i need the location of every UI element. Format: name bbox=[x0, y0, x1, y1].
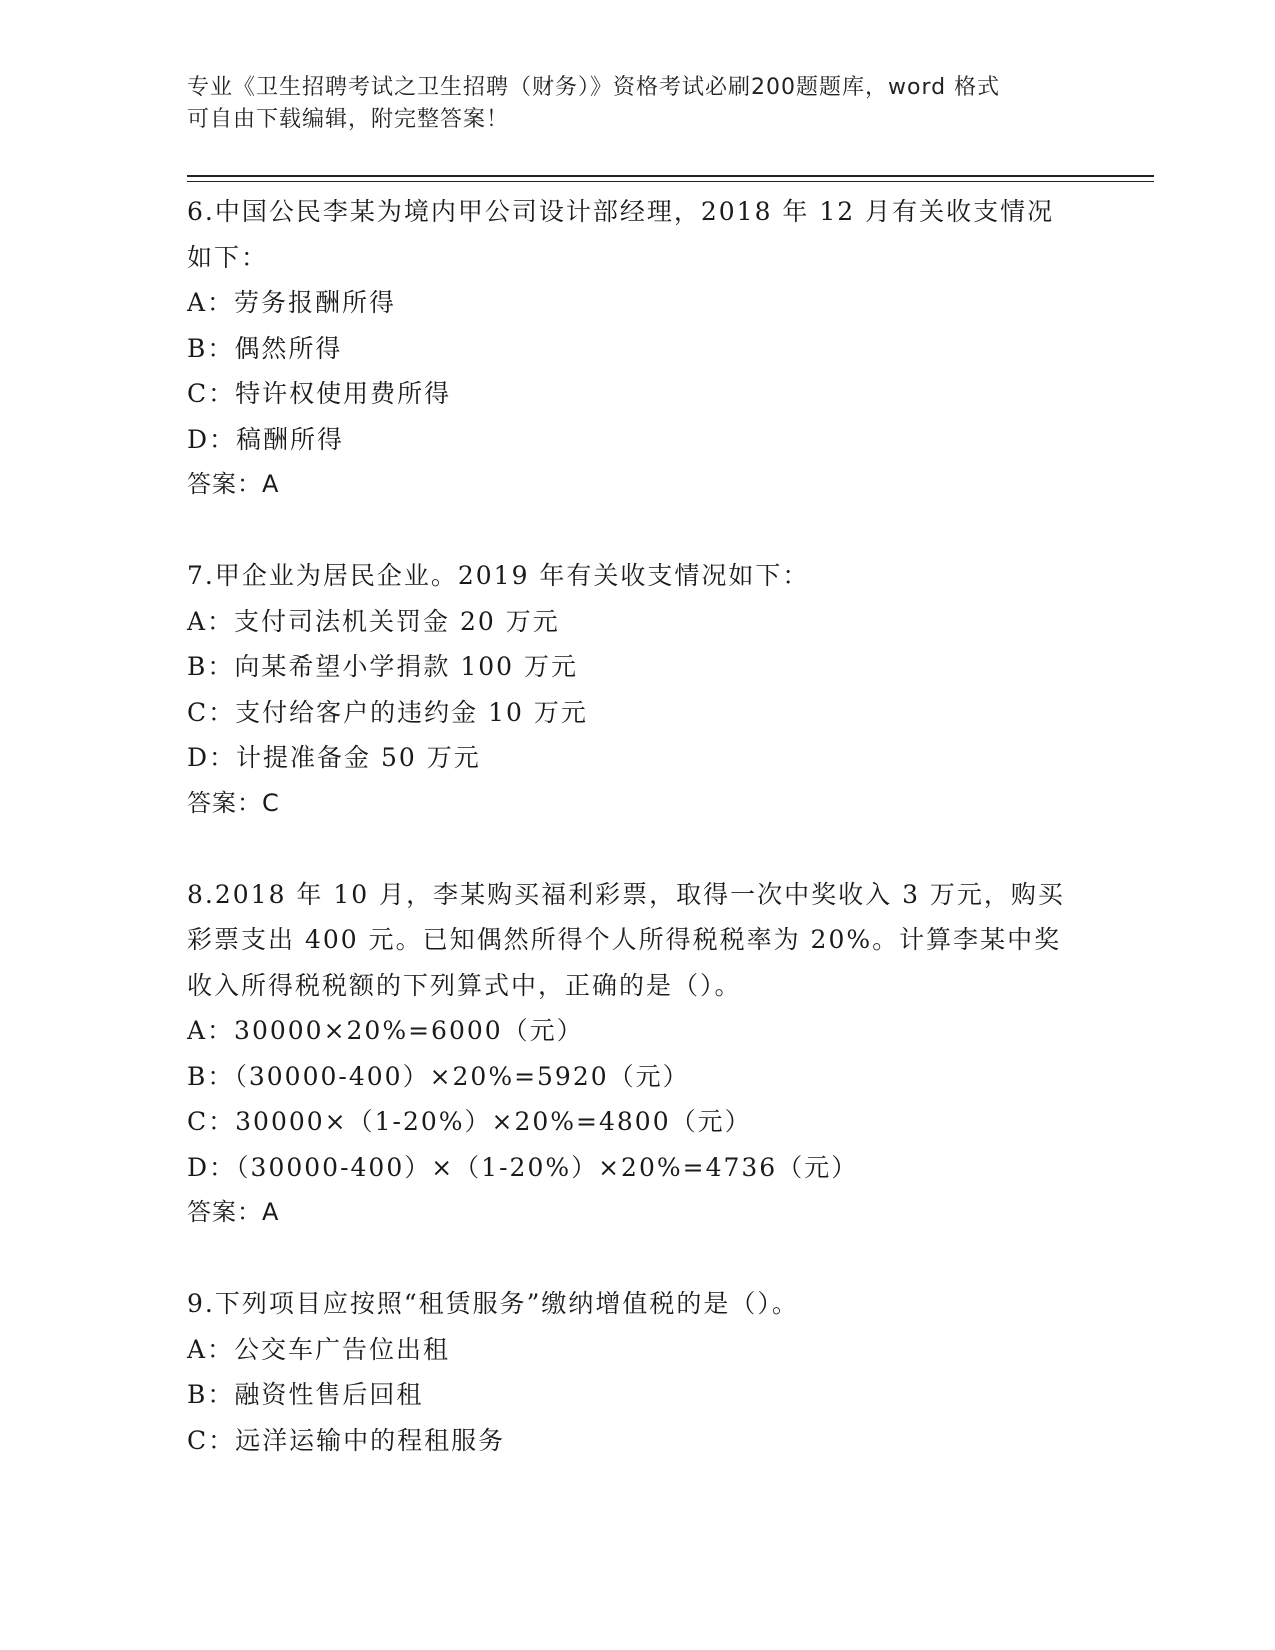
option-c: C：特许权使用费所得 bbox=[187, 379, 452, 408]
option-b: B：融资性售后回租 bbox=[187, 1380, 424, 1409]
question-stem bbox=[187, 1281, 1087, 1327]
option-d: D：计提准备金 50 万元 bbox=[187, 743, 481, 772]
answer-line: 答案：C bbox=[187, 788, 280, 817]
question-7 bbox=[187, 553, 1087, 826]
question-6 bbox=[187, 189, 1087, 508]
option-d: D：（30000-400）×（1-20%）×20%=4736（元） bbox=[187, 1152, 859, 1182]
question-stem-line: 8.2018 年 10 月，李某购买福利彩票，取得一次中奖收入 3 万元，购买 bbox=[187, 879, 1065, 909]
header-line-2: 可自由下载编辑，附完整答案！ bbox=[187, 107, 510, 132]
question-9 bbox=[187, 1281, 1087, 1463]
question-stem-line: 彩票支出 400 元。已知偶然所得个人所得税税率为 20%。计算李某中奖 bbox=[187, 925, 1062, 954]
option-b: B：偶然所得 bbox=[187, 333, 343, 363]
option-c: C：远洋运输中的程租服务 bbox=[187, 1425, 506, 1455]
option-a: A：30000×20%=6000（元） bbox=[187, 1016, 584, 1045]
option-b: B：（30000-400）×20%=5920（元） bbox=[187, 1061, 690, 1091]
question-stem bbox=[187, 189, 1087, 280]
question-stem-line: 如下： bbox=[187, 242, 269, 272]
answer-line: 答案：A bbox=[187, 1198, 280, 1226]
question-stem bbox=[187, 872, 1087, 1009]
option-a: A：支付司法机关罚金 20 万元 bbox=[187, 606, 560, 636]
header-divider-thin bbox=[187, 181, 1154, 182]
option-c: C：支付给客户的违约金 10 万元 bbox=[187, 697, 588, 727]
question-list bbox=[187, 189, 1087, 1509]
option-a: A：公交车广告位出租 bbox=[187, 1334, 451, 1364]
header-line-1: 专业《卫生招聘考试之卫生招聘（财务）》资格考试必刷200题题库，word 格式 bbox=[187, 75, 1001, 100]
question-stem-line: 收入所得税税额的下列算式中，正确的是（）。 bbox=[187, 970, 742, 1000]
question-stem bbox=[187, 553, 1087, 599]
question-stem-line: 7.甲企业为居民企业。2019 年有关收支情况如下： bbox=[187, 561, 810, 590]
option-d: D：稿酬所得 bbox=[187, 424, 345, 454]
question-8 bbox=[187, 872, 1087, 1236]
header-divider-thick bbox=[187, 175, 1154, 177]
answer-line: 答案：A bbox=[187, 470, 280, 498]
option-b: B：向某希望小学捐款 100 万元 bbox=[187, 652, 578, 681]
option-c: C：30000×（1-20%）×20%=4800（元） bbox=[187, 1107, 752, 1136]
question-stem-line: 6.中国公民李某为境内甲公司设计部经理，2018 年 12 月有关收支情况 bbox=[187, 197, 1055, 226]
document-header bbox=[187, 72, 1087, 136]
question-stem-line: 9.下列项目应按照“租赁服务”缴纳增值税的是（）。 bbox=[187, 1289, 799, 1318]
option-a: A：劳务报酬所得 bbox=[187, 288, 397, 317]
